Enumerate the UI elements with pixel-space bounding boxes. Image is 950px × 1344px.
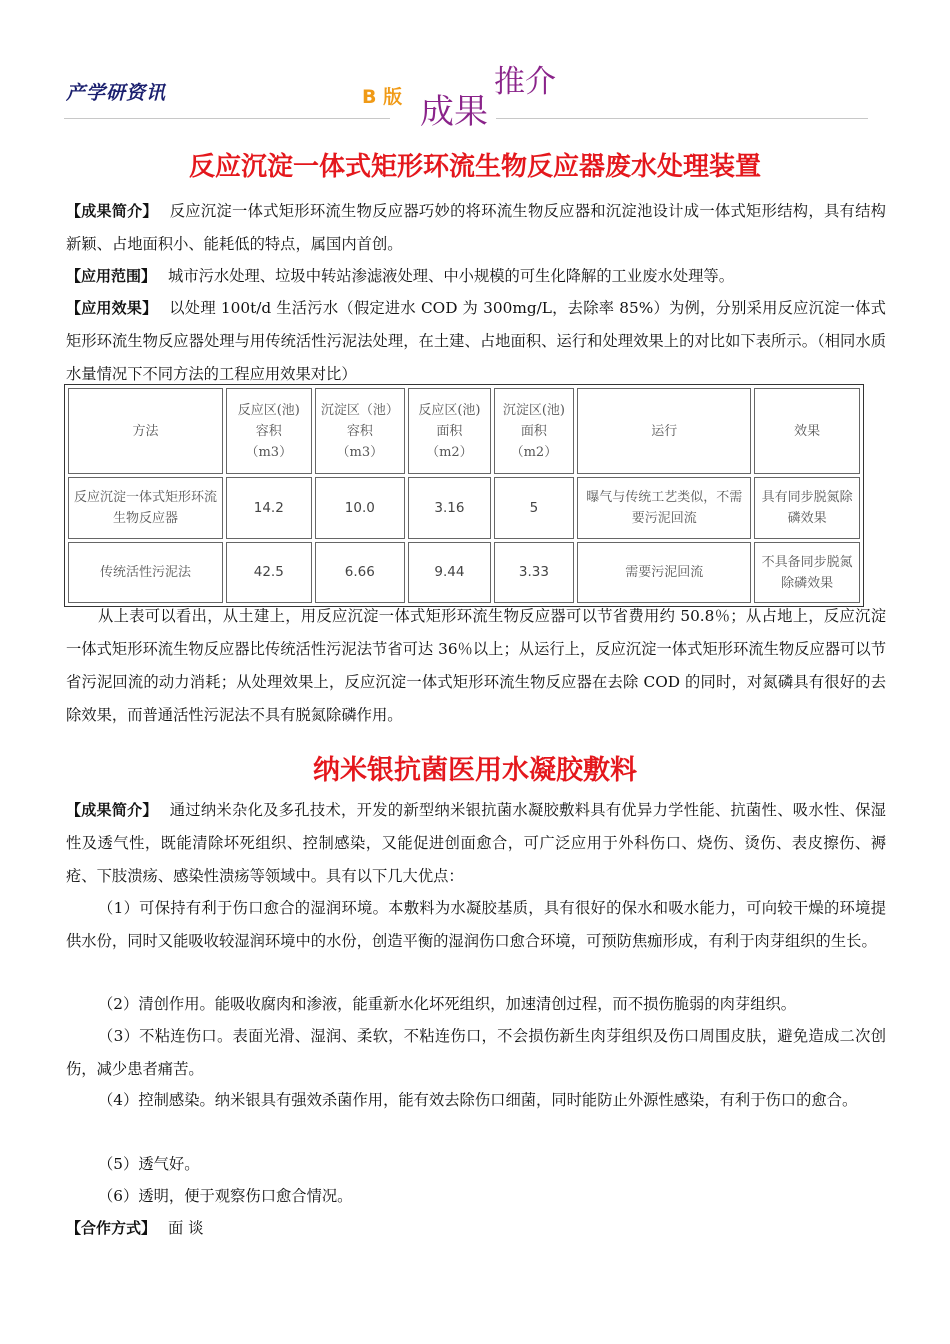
cooperation-label: 【合作方式】 [66,1219,157,1237]
table-header-cell: 沉淀区（池） 容积 （m3） [315,388,406,474]
table-cell: 5 [494,477,575,539]
table-header-cell: 反应区(池) 面积 （m2） [408,388,491,474]
table-cell: 具有同步脱氮除磷效果 [754,477,860,539]
article-2-title: 纳米银抗菌医用水凝胶敷料 [313,755,637,786]
header-rule-right [496,118,868,119]
column-title-part-a: 成果 [420,92,488,132]
column-title-part-b: 推介 [494,64,556,100]
scope-text: 城市污水处理、垃圾中转站渗滤液处理、中小规模的可生化降解的工业废水处理等。 [168,267,735,285]
section-title: 产学研资讯 [66,82,167,104]
table-cell: 传统活性污泥法 [68,542,223,603]
table-header-cell: 方法 [68,388,223,474]
article-2-cooperation [66,1212,886,1245]
article-1-scope [66,260,886,293]
effect-text: 以处理 100t/d 生活污水（假定进水 COD 为 300mg/L，去除率 85%）为例，分别采用反应沉淀一体式矩形环流生物反应器处理与用传统活性污泥法处理，在土建、占地面积、运行和处理效果上的对比如下表所示。（相同水质水量情况下不同方法的工程应用效果对比） [66,299,886,383]
article-1-intro [66,195,886,261]
article-2-intro [66,794,886,893]
table-cell: 曝气与传统工艺类似，不需要污泥回流 [577,477,751,539]
table-cell: 14.2 [226,477,312,539]
cooperation-text: 面 谈 [168,1219,204,1237]
intro-label: 【成果简介】 [66,801,158,819]
list-item: （2）清创作用。能吸收腐肉和渗液，能重新水化坏死组织，加速清创过程，而不损伤脆弱的肉芽组织。 [98,995,797,1013]
effect-label: 【应用效果】 [66,299,158,317]
scope-label: 【应用范围】 [66,267,157,285]
edition-label: B 版 [362,86,403,108]
table-cell: 42.5 [226,542,312,603]
table-cell: 反应沉淀一体式矩形环流生物反应器 [68,477,223,539]
table-header-cell: 沉淀区(池) 面积 （m2） [494,388,575,474]
table-header-cell: 运行 [577,388,751,474]
list-item: （6）透明，便于观察伤口愈合情况。 [98,1187,353,1205]
table-cell: 6.66 [315,542,406,603]
table-cell: 9.44 [408,542,491,603]
article-1-conclusion: 从上表可以看出，从土建上，用反应沉淀一体式矩形环流生物反应器可以节省费用约 50.8％；从占地上，反应沉淀一体式矩形环流生物反应器比传统活性污泥法节省可达 36％以上；从运行上，反应沉淀一体式矩形环流生物反应器可以节省污泥回流的动力消耗；从处理效果上，反应沉淀一体式矩形环流生物反应器在去除 COD 的同时，对氮磷具有很好的去除效果，而普通活性污泥法不具有脱氮除磷作用。 [66,607,886,724]
comparison-table [64,384,864,607]
intro-label: 【成果简介】 [66,202,158,220]
table-cell: 3.33 [494,542,575,603]
table-cell: 需要污泥回流 [577,542,751,603]
header-rule-left [64,118,390,119]
table-header-cell: 反应区(池) 容积 （m3） [226,388,312,474]
list-item: （4）控制感染。纳米银具有强效杀菌作用，能有效去除伤口细菌，同时能防止外源性感染，有利于伤口的愈合。 [98,1091,858,1109]
list-item: （1）可保持有利于伤口愈合的湿润环境。本敷料为水凝胶基质，具有很好的保水和吸水能力，可向较干燥的环境提供水份，同时又能吸收较湿润环境中的水份，创造平衡的湿润伤口愈合环境，可预防焦痂形成，有利于肉芽组织的生长。 [66,899,886,950]
table-row [68,477,860,539]
table-cell: 3.16 [408,477,491,539]
table-row [68,542,860,603]
table-cell: 10.0 [315,477,406,539]
list-item: （5）透气好。 [98,1155,200,1173]
intro-text: 反应沉淀一体式矩形环流生物反应器巧妙的将环流生物反应器和沉淀池设计成一体式矩形结构，具有结构新颖、占地面积小、能耗低的特点，属国内首创。 [66,202,886,253]
table-header-cell: 效果 [754,388,860,474]
article-1-title: 反应沉淀一体式矩形环流生物反应器废水处理装置 [188,152,761,182]
article-1-effect [66,292,886,391]
table-header-row [68,388,860,474]
intro-text: 通过纳米杂化及多孔技术，开发的新型纳米银抗菌水凝胶敷料具有优异力学性能、抗菌性、吸水性、保湿性及透气性，既能清除坏死组织、控制感染，又能促进创面愈合，可广泛应用于外科伤口、烧伤、烫伤、表皮擦伤、褥疮、下肢溃疡、感染性溃疡等领域中。具有以下几大优点： [66,801,886,885]
table-cell: 不具备同步脱氮除磷效果 [754,542,860,603]
list-item: （3）不粘连伤口。表面光滑、湿润、柔软，不粘连伤口，不会损伤新生肉芽组织及伤口周围皮肤，避免造成二次创伤，减少患者痛苦。 [66,1027,886,1078]
